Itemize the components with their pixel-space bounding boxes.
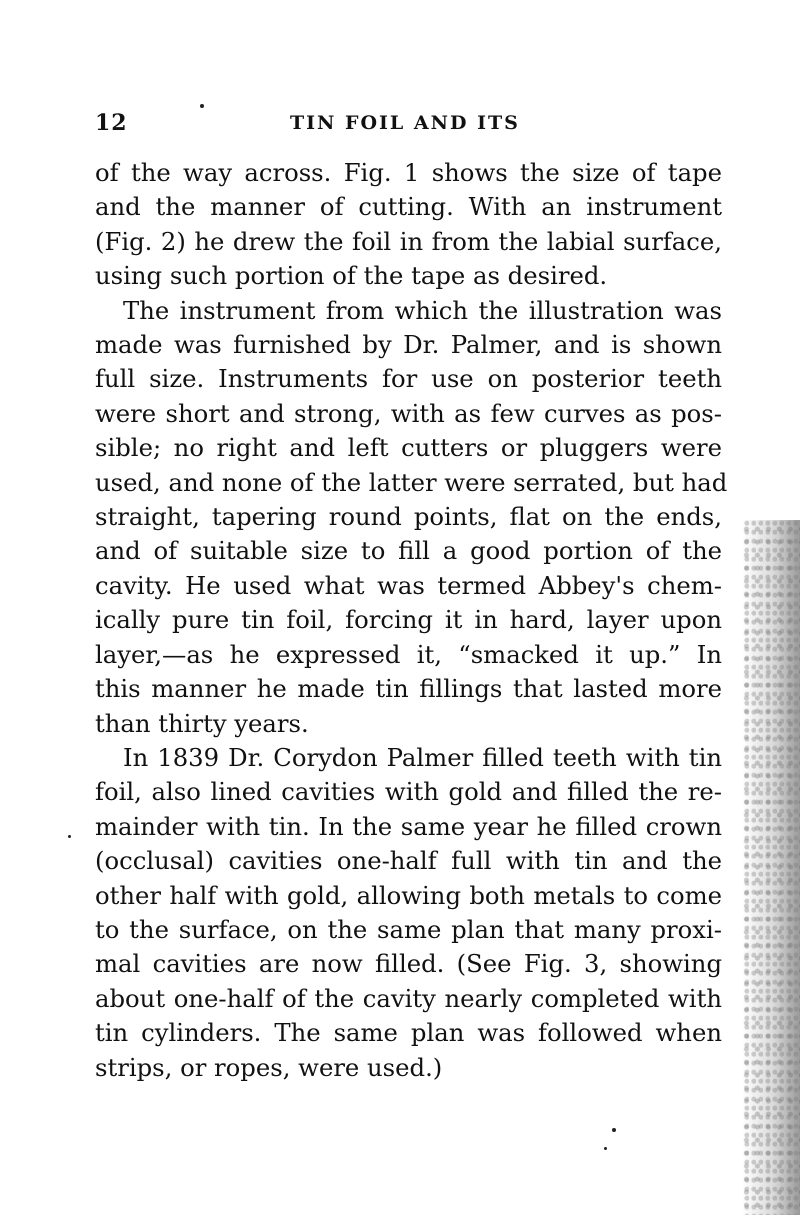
text-line: mainder with tin. In the same year he filled crown bbox=[95, 811, 722, 841]
text-line: (Fig. 2) he drew the foil in from the labial surface, bbox=[95, 226, 722, 256]
paragraph bbox=[95, 156, 722, 294]
print-speck bbox=[68, 835, 71, 838]
text-line: foil, also lined cavities with gold and filled the re- bbox=[95, 777, 722, 807]
text-line: (occlusal) cavities one-half full with tin and the bbox=[95, 846, 722, 876]
text-line: tin cylinders. The same plan was followed when bbox=[95, 1018, 722, 1048]
text-line: made was furnished by Dr. Palmer, and is shown bbox=[95, 330, 722, 360]
body-text bbox=[95, 156, 728, 1085]
page-number: 12 bbox=[95, 110, 128, 136]
text-line: this manner he made tin fillings that lasted more bbox=[95, 674, 722, 704]
print-speck bbox=[604, 1147, 607, 1150]
text-line: about one-half of the cavity nearly completed with bbox=[95, 983, 722, 1013]
text-line: were short and strong, with as few curves as pos- bbox=[95, 398, 722, 428]
text-line: using such portion of the tape as desired. bbox=[95, 261, 608, 291]
paragraph bbox=[95, 741, 722, 1085]
text-line: to the surface, on the same plan that many proxi- bbox=[95, 914, 722, 944]
text-line: strips, or ropes, were used.) bbox=[95, 1052, 443, 1082]
text-line: and the manner of cutting. With an instrument bbox=[95, 192, 722, 222]
text-line: The instrument from which the illustration was bbox=[123, 295, 722, 325]
print-speck bbox=[612, 1128, 616, 1132]
text-line: layer,—as he expressed it, “smacked it up.” In bbox=[95, 639, 722, 669]
text-line: other half with gold, allowing both metals to come bbox=[95, 880, 722, 910]
text-line: straight, tapering round points, flat on the ends, bbox=[95, 502, 722, 532]
print-speck bbox=[200, 104, 204, 108]
text-line: cavity. He used what was termed Abbey's chem- bbox=[95, 570, 722, 600]
paragraph bbox=[95, 294, 728, 741]
page-header bbox=[95, 110, 725, 140]
text-line: In 1839 Dr. Corydon Palmer filled teeth with tin bbox=[123, 742, 722, 772]
text-line: ically pure tin foil, forcing it in hard, layer upon bbox=[95, 605, 722, 635]
running-head: TIN FOIL AND ITS bbox=[290, 112, 520, 134]
text-line: and of suitable size to fill a good portion of the bbox=[95, 536, 722, 566]
text-line: full size. Instruments for use on posterior teeth bbox=[95, 364, 722, 394]
text-line: sible; no right and left cutters or pluggers were bbox=[95, 433, 722, 463]
page-edge-shadow bbox=[742, 520, 800, 1215]
text-line: than thirty years. bbox=[95, 708, 309, 738]
text-line: of the way across. Fig. 1 shows the size of tape bbox=[95, 158, 722, 187]
text-line: used, and none of the latter were serrated, but had bbox=[95, 467, 728, 497]
text-line: mal cavities are now filled. (See Fig. 3, showing bbox=[95, 949, 722, 979]
